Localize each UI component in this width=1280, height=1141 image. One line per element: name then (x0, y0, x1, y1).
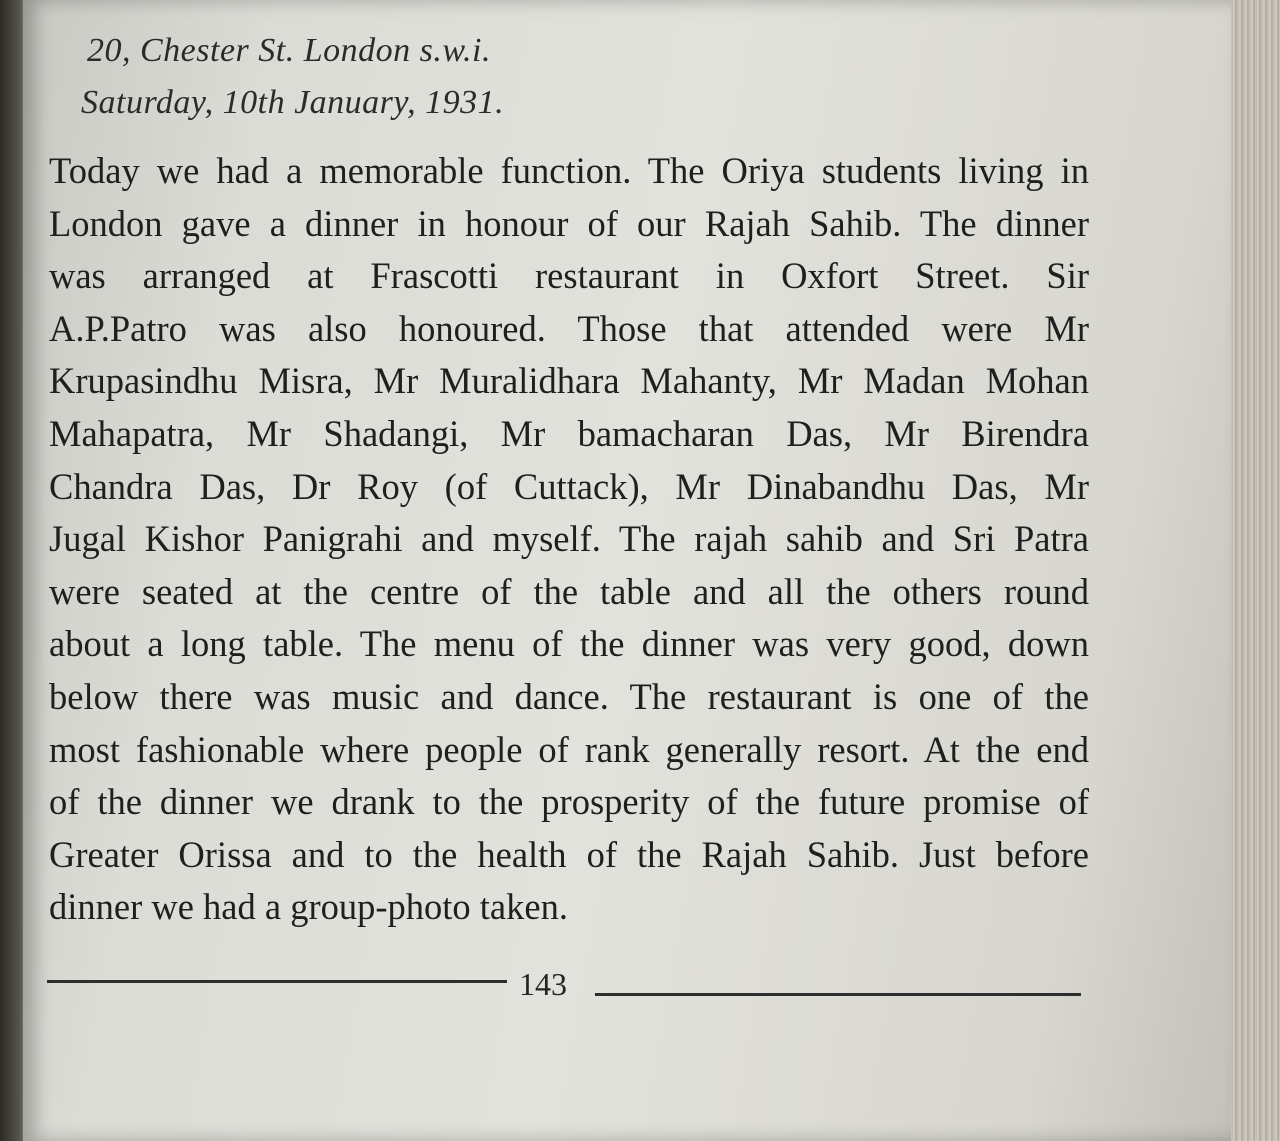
book-page (22, 0, 1231, 1141)
text-line: London gave a dinner in honour of our Rajah Sahib. The dinner (49, 202, 1089, 244)
text-line: A.P.Patro was also honoured. Those that attended were Mr (49, 307, 1089, 349)
diary-entry (49, 145, 1089, 934)
text-line: below there was music and dance. The restaurant is one of the (49, 675, 1089, 717)
text-line: Krupasindhu Misra, Mr Muralidhara Mahanty, Mr Madan Mohan (49, 360, 1089, 402)
text-line: Jugal Kishor Panigrahi and myself. The rajah sahib and Sri Patra (49, 518, 1089, 560)
text-line: Mahapatra, Mr Shadangi, Mr bamacharan Das, Mr Birendra (49, 412, 1089, 454)
text-line: Chandra Das, Dr Roy (of Cuttack), Mr Dinabandhu Das, Mr (49, 465, 1089, 507)
text-line: was arranged at Frascotti restaurant in Oxfort Street. Sir (49, 255, 1089, 297)
text-line: were seated at the centre of the table and all the others round (49, 570, 1089, 612)
text-line: about a long table. The menu of the dinner was very good, down (49, 623, 1089, 665)
text-line: most fashionable where people of rank generally resort. At the end (49, 728, 1089, 770)
footer-rule-right (595, 993, 1081, 996)
footer-rule-left (47, 980, 507, 983)
text-line: of the dinner we drank to the prosperity of the future promise of (49, 781, 1089, 823)
text-line: Today we had a memorable function. The Oriya students living in (49, 150, 1089, 191)
text-line: dinner we had a group-photo taken. (49, 886, 568, 928)
address-heading: 20, Chester St. London s.w.i. (87, 32, 491, 69)
date-heading: Saturday, 10th January, 1931. (81, 84, 505, 121)
text-line: Greater Orissa and to the health of the Rajah Sahib. Just before (49, 833, 1089, 875)
page-number: 143 (519, 966, 567, 1002)
